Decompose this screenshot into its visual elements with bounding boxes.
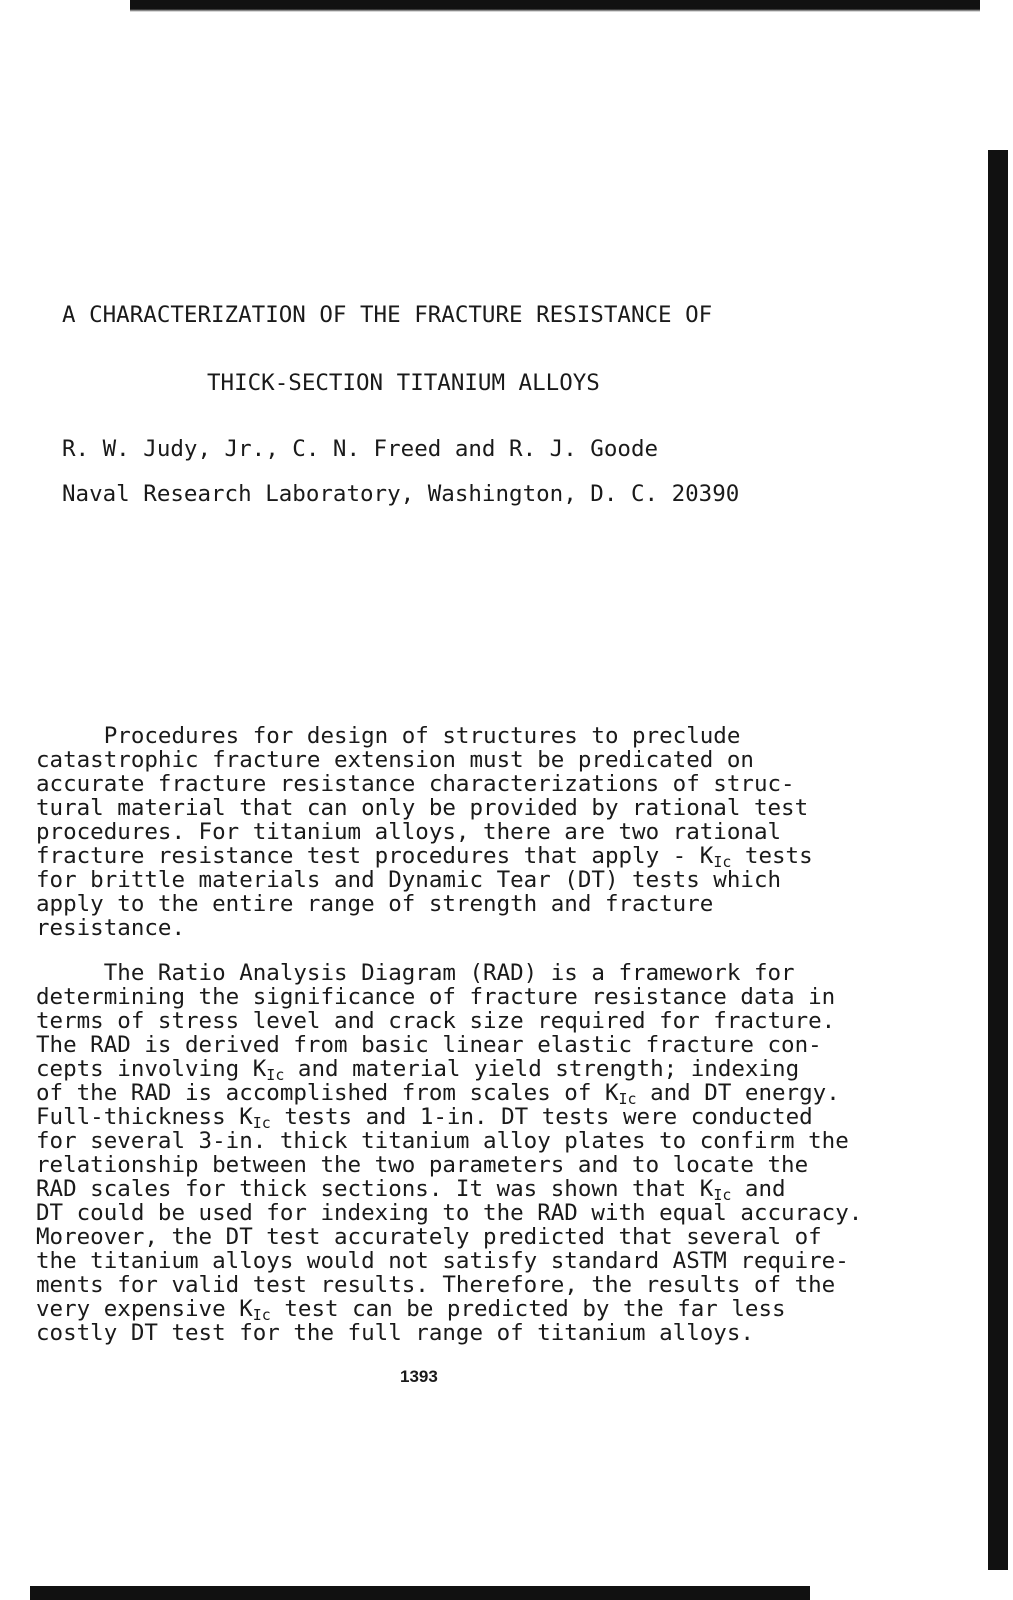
paper-title-line-2: THICK-SECTION TITANIUM ALLOYS xyxy=(207,370,600,396)
text-line: procedures. For titanium alloys, there are two rational xyxy=(36,819,782,845)
text-line: DT could be used for indexing to the RAD with equal accuracy. xyxy=(36,1200,863,1226)
subscript: Ic xyxy=(266,1066,285,1084)
text-line: for several 3-in. thick titanium alloy plates to confirm the xyxy=(36,1128,849,1154)
affiliation: Naval Research Laboratory, Washington, D. C. 20390 xyxy=(62,481,740,507)
text-line: catastrophic fracture extension must be predicated on xyxy=(36,747,754,773)
text-line: costly DT test for the full range of titanium alloys. xyxy=(36,1320,754,1346)
text-line xyxy=(36,1296,916,1324)
text-segment: cepts involving K xyxy=(36,1056,267,1082)
subscript: Ic xyxy=(618,1090,637,1108)
text-line: for brittle materials and Dynamic Tear (DT) tests which xyxy=(36,867,782,893)
paper-title-line-1: A CHARACTERIZATION OF THE FRACTURE RESISTANCE OF xyxy=(62,302,713,328)
text-line xyxy=(36,1080,916,1108)
text-segment: RAD scales for thick sections. It was shown that K xyxy=(36,1176,714,1202)
text-segment: very expensive K xyxy=(36,1296,253,1322)
text-line: The Ratio Analysis Diagram (RAD) is a framework for xyxy=(36,960,795,986)
authors: R. W. Judy, Jr., C. N. Freed and R. J. Goode xyxy=(62,436,659,462)
text-segment: tests and 1-in. DT tests were conducted xyxy=(270,1104,813,1130)
text-line: The RAD is derived from basic linear elastic fracture con- xyxy=(36,1032,822,1058)
text-line: tural material that can only be provided by rational test xyxy=(36,795,809,821)
scan-border-bottom xyxy=(30,1586,810,1600)
text-segment: and xyxy=(731,1176,786,1202)
text-line xyxy=(36,1056,916,1084)
text-segment: and DT energy. xyxy=(636,1080,840,1106)
scan-border-top xyxy=(130,0,980,12)
text-segment: test can be predicted by the far less xyxy=(270,1296,786,1322)
text-segment: fracture resistance test procedures that apply - K xyxy=(36,843,714,869)
abstract-paragraph-2 xyxy=(36,961,916,1345)
subscript: Ic xyxy=(252,1306,271,1324)
scan-border-right xyxy=(988,150,1008,1570)
text-line: relationship between the two parameters and to locate the xyxy=(36,1152,809,1178)
abstract-paragraph-1 xyxy=(36,724,916,940)
page-number: 1393 xyxy=(400,1367,438,1386)
text-line: Procedures for design of structures to preclude xyxy=(36,723,741,749)
subscript: Ic xyxy=(713,1186,732,1204)
text-line xyxy=(36,1104,916,1132)
text-segment: Full-thickness K xyxy=(36,1104,253,1130)
text-line: apply to the entire range of strength and fracture xyxy=(36,891,714,917)
text-line: Moreover, the DT test accurately predicted that several of xyxy=(36,1224,822,1250)
text-segment: and material yield strength; indexing xyxy=(284,1056,800,1082)
text-segment: tests xyxy=(731,843,813,869)
text-line: the titanium alloys would not satisfy standard ASTM require- xyxy=(36,1248,849,1274)
text-line: terms of stress level and crack size required for fracture. xyxy=(36,1008,836,1034)
subscript: Ic xyxy=(713,853,732,871)
text-line: determining the significance of fracture resistance data in xyxy=(36,984,836,1010)
subscript: Ic xyxy=(252,1114,271,1132)
text-line xyxy=(36,1176,916,1204)
text-line: ments for valid test results. Therefore, the results of the xyxy=(36,1272,836,1298)
text-line xyxy=(36,843,916,871)
text-segment: of the RAD is accomplished from scales of K xyxy=(36,1080,619,1106)
text-line: resistance. xyxy=(36,915,186,941)
text-line: accurate fracture resistance characterizations of struc- xyxy=(36,771,795,797)
